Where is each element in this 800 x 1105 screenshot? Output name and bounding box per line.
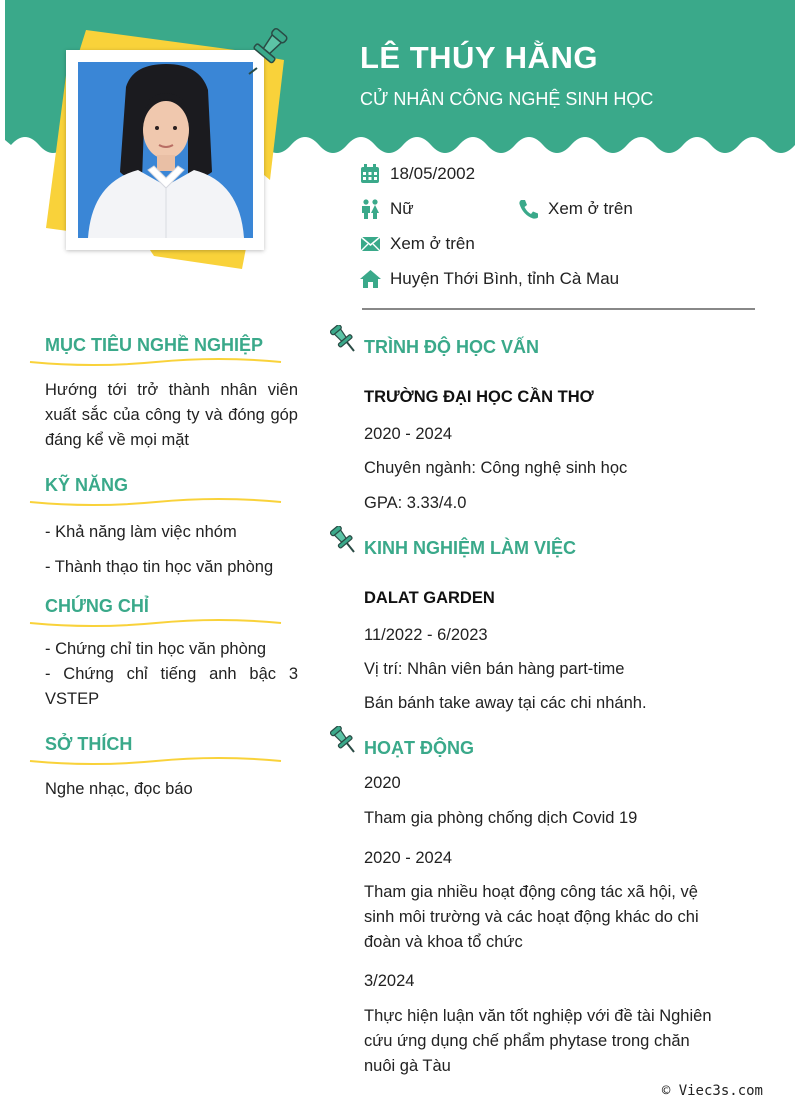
certificate-item: - Chứng chỉ tin học văn phòng — [45, 640, 267, 658]
certificates-heading: CHỨNG CHỈ — [45, 596, 149, 616]
activity-time: 2020 - 2024 — [364, 849, 453, 867]
skills-heading: KỸ NĂNG — [45, 475, 129, 495]
email-icon — [360, 234, 382, 254]
candidate-title: CỬ NHÂN CÔNG NGHỆ SINH HỌC — [360, 89, 654, 109]
wavy-underline — [28, 356, 283, 368]
education-heading: TRÌNH ĐỘ HỌC VẤN — [364, 337, 539, 357]
experience-heading: KINH NGHIỆM LÀM VIỆC — [364, 538, 577, 558]
certificate-item: - Chứng chỉ tiếng anh bậc 3 VSTEP — [45, 665, 298, 708]
objective-text: Hướng tới trở thành nhân viên xuất sắc của công ty và đóng góp đáng kể về mọi mặt — [45, 381, 298, 449]
activity-time: 2020 — [364, 774, 401, 792]
objective-heading: MỤC TIÊU NGHỀ NGHIỆP — [45, 335, 264, 355]
skill-item: - Thành thạo tin học văn phòng — [45, 558, 274, 576]
education-period: 2020 - 2024 — [364, 425, 453, 443]
experience-section — [330, 526, 750, 716]
contact-divider — [362, 308, 755, 310]
wavy-underline — [28, 496, 283, 508]
school-name: TRƯỜNG ĐẠI HỌC CẦN THƠ — [364, 388, 594, 406]
address-row — [360, 269, 619, 289]
objective-section — [45, 335, 298, 453]
profile-photo — [78, 62, 253, 238]
experience-description: Bán bánh take away tại các chi nhánh. — [364, 694, 647, 712]
left-column — [45, 335, 298, 802]
calendar-icon — [360, 164, 382, 184]
candidate-name: LÊ THÚY HẰNG — [360, 40, 598, 75]
experience-period: 11/2022 - 6/2023 — [364, 626, 488, 644]
company-name: DALAT GARDEN — [364, 589, 495, 607]
education-major: Chuyên ngành: Công nghệ sinh học — [364, 459, 628, 477]
skills-section — [45, 475, 298, 580]
activity-text: Thực hiện luận văn tốt nghiệp với đề tài Nghiên cứu ứng dụng chế phẩm phytase trong chăn nuôi gà Tàu — [364, 1007, 712, 1075]
gender-value: Nữ — [390, 199, 414, 218]
pushpin-icon — [330, 526, 356, 554]
photo-frame — [66, 50, 264, 250]
pushpin-icon — [330, 726, 356, 754]
activities-heading: HOẠT ĐỘNG — [364, 738, 474, 758]
hobbies-section — [45, 734, 298, 802]
experience-position: Vị trí: Nhân viên bán hàng part-time — [364, 660, 625, 678]
wavy-underline — [28, 755, 283, 767]
address-value: Huyện Thới Bình, tỉnh Cà Mau — [390, 269, 620, 288]
certificates-section — [45, 596, 298, 712]
right-column — [330, 325, 750, 1079]
gender-row — [360, 199, 414, 219]
hobbies-text: Nghe nhạc, đọc báo — [45, 780, 193, 798]
education-gpa: GPA: 3.33/4.0 — [364, 494, 467, 512]
activity-time: 3/2024 — [364, 972, 415, 990]
wavy-underline — [28, 617, 283, 629]
birthday-row — [360, 164, 475, 184]
pushpin-icon — [245, 24, 293, 76]
home-icon — [360, 269, 382, 289]
phone-value: Xem ở trên — [548, 199, 633, 218]
hobbies-heading: SỞ THÍCH — [45, 734, 133, 754]
birthday-value: 18/05/2002 — [390, 164, 476, 183]
phone-icon — [518, 199, 540, 219]
skill-item: - Khả năng làm việc nhóm — [45, 523, 237, 541]
email-value: Xem ở trên — [390, 234, 475, 253]
pushpin-icon — [330, 325, 356, 353]
activity-text: Tham gia nhiều hoạt động công tác xã hội, vệ sinh môi trường và các hoạt động khác do chi đoàn và khoa tổ chức — [364, 883, 699, 951]
footer-credit: © Viec3s.com — [661, 1083, 763, 1099]
gender-icon — [360, 199, 382, 219]
activity-text: Tham gia phòng chống dịch Covid 19 — [364, 809, 638, 827]
education-section — [330, 325, 750, 516]
email-row — [360, 234, 475, 254]
activities-section — [330, 726, 750, 1079]
phone-row — [518, 199, 633, 219]
